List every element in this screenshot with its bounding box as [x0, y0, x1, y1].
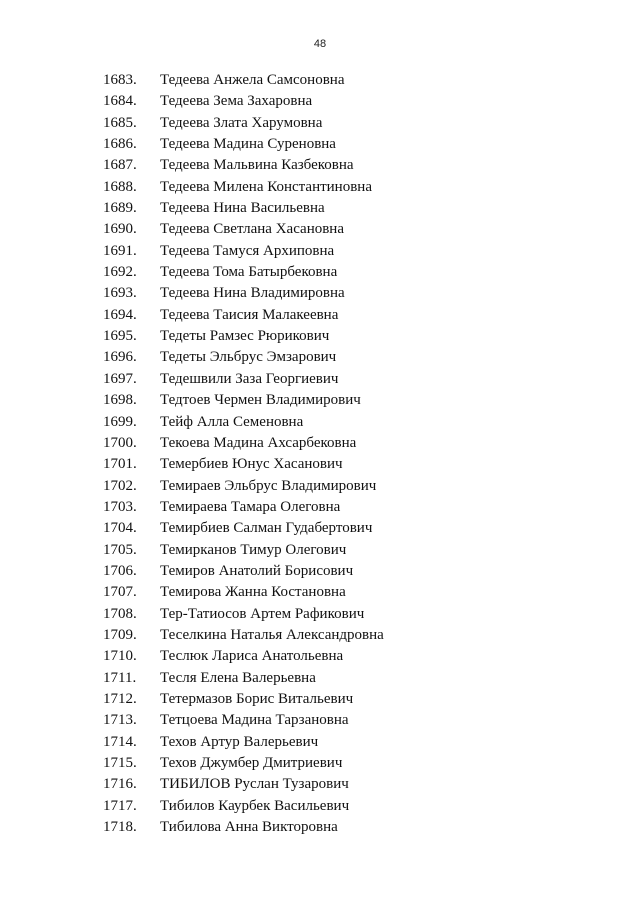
list-item — [0, 753, 640, 774]
entry-name: Тедеева Нина Васильевна — [160, 200, 325, 217]
entry-number: 1711. — [103, 669, 137, 686]
entry-name: Тедеева Нина Владимировна — [160, 285, 345, 302]
entry-number: 1688. — [103, 178, 137, 195]
entry-number: 1685. — [103, 114, 137, 131]
entry-number: 1702. — [103, 477, 137, 494]
list-item — [0, 497, 640, 518]
entry-number: 1691. — [103, 242, 137, 259]
entry-number: 1705. — [103, 541, 137, 558]
list-item — [0, 668, 640, 689]
list-item — [0, 476, 640, 497]
entry-name: Темиров Анатолий Борисович — [160, 562, 354, 579]
entry-number: 1697. — [103, 370, 137, 387]
entry-name: Тейф Алла Семеновна — [160, 413, 304, 430]
entry-number: 1699. — [103, 413, 137, 430]
entry-name: Темирова Жанна Костановна — [160, 584, 346, 601]
list-item — [0, 540, 640, 561]
entry-name: Тедеева Тамуся Архиповна — [160, 242, 335, 259]
list-item — [0, 155, 640, 176]
entry-number: 1694. — [103, 306, 137, 323]
list-item — [0, 774, 640, 795]
list-item — [0, 198, 640, 219]
list-item — [0, 177, 640, 198]
entry-number: 1689. — [103, 200, 137, 217]
list-item — [0, 305, 640, 326]
entry-number: 1713. — [103, 712, 137, 729]
entry-name: Тетцоева Мадина Тарзановна — [160, 712, 349, 729]
list-item — [0, 582, 640, 603]
entry-name: Тедеева Светлана Хасановна — [160, 221, 344, 238]
entry-name: Теселкина Наталья Александровна — [160, 626, 384, 643]
entry-number: 1704. — [103, 520, 137, 537]
entry-name: Тедеева Мальвина Казбековна — [160, 157, 354, 174]
entry-number: 1715. — [103, 755, 137, 771]
list-item — [0, 604, 640, 625]
entry-number: 1707. — [103, 584, 137, 601]
entry-number: 1683. — [103, 72, 137, 88]
list-item — [0, 646, 640, 667]
entry-number: 1692. — [103, 264, 137, 281]
list-item — [0, 732, 640, 753]
entry-name: Тедеева Тома Батырбековна — [160, 264, 338, 281]
entry-number: 1700. — [103, 434, 137, 451]
entry-name: ТИБИЛОВ Руслан Тузарович — [160, 776, 349, 793]
entry-name: Темираева Тамара Олеговна — [160, 498, 341, 515]
list-item — [0, 689, 640, 710]
entry-number: 1717. — [103, 797, 137, 814]
entry-number: 1686. — [103, 136, 137, 153]
list-item — [0, 817, 640, 838]
name-list — [0, 70, 640, 838]
entry-name: Темирканов Тимур Олегович — [160, 541, 347, 558]
entry-number: 1684. — [103, 93, 137, 110]
entry-number: 1698. — [103, 392, 137, 409]
entry-name: Тетермазов Борис Витальевич — [160, 690, 354, 707]
entry-name: Темираев Эльбрус Владимирович — [160, 477, 377, 494]
entry-name: Темирбиев Салман Гудабертович — [160, 520, 373, 537]
list-item — [0, 561, 640, 582]
entry-number: 1708. — [103, 605, 137, 622]
entry-number: 1703. — [103, 498, 137, 515]
entry-name: Техов Джумбер Дмитриевич — [160, 755, 343, 771]
entry-number: 1693. — [103, 285, 137, 302]
entry-name: Тедеева Милена Константиновна — [160, 178, 372, 195]
entry-name: Тедеева Таисия Малакеевна — [160, 306, 339, 323]
entry-name: Техов Артур Валерьевич — [160, 733, 319, 750]
entry-name: Тедтоев Чермен Владимирович — [160, 392, 361, 409]
list-item — [0, 241, 640, 262]
list-item — [0, 134, 640, 155]
page-number: 48 — [313, 38, 327, 50]
list-item — [0, 113, 640, 134]
list-item — [0, 518, 640, 539]
entry-name: Теслюк Лариса Анатольевна — [160, 648, 344, 665]
list-item — [0, 710, 640, 731]
entry-name: Тедеева Зема Захаровна — [160, 93, 313, 110]
list-item — [0, 412, 640, 433]
list-item — [0, 219, 640, 240]
entry-number: 1714. — [103, 733, 137, 750]
entry-name: Тибилов Каурбек Васильевич — [160, 797, 350, 814]
entry-number: 1701. — [103, 456, 137, 473]
entry-name: Тесля Елена Валерьевна — [160, 669, 316, 686]
entry-name: Темербиев Юнус Хасанович — [160, 456, 343, 473]
entry-number: 1709. — [103, 626, 137, 643]
entry-number: 1696. — [103, 349, 137, 366]
entry-name: Текоева Мадина Ахсарбековна — [160, 434, 357, 451]
list-item — [0, 390, 640, 411]
entry-number: 1695. — [103, 328, 137, 345]
entry-number: 1690. — [103, 221, 137, 238]
entry-number: 1687. — [103, 157, 137, 174]
list-item — [0, 347, 640, 368]
entry-name: Тер-Татиосов Артем Рафикович — [160, 605, 365, 622]
entry-name: Тедешвили Заза Георгиевич — [160, 370, 339, 387]
list-item — [0, 454, 640, 475]
entry-number: 1718. — [103, 819, 137, 836]
entry-name: Тедеева Злата Харумовна — [160, 114, 323, 131]
list-item — [0, 91, 640, 112]
list-item — [0, 262, 640, 283]
list-item — [0, 433, 640, 454]
list-item — [0, 326, 640, 347]
list-item — [0, 369, 640, 390]
list-item — [0, 70, 640, 91]
entry-number: 1706. — [103, 562, 137, 579]
entry-name: Тедеты Эльбрус Эмзарович — [160, 349, 337, 366]
entry-number: 1716. — [103, 776, 137, 793]
entry-name: Тедеева Мадина Суреновна — [160, 136, 336, 153]
list-item — [0, 625, 640, 646]
entry-name: Тедеты Рамзес Рюрикович — [160, 328, 330, 345]
entry-name: Тедеева Анжела Самсоновна — [160, 72, 345, 88]
entry-number: 1710. — [103, 648, 137, 665]
entry-name: Тибилова Анна Викторовна — [160, 819, 338, 836]
entry-number: 1712. — [103, 690, 137, 707]
list-item — [0, 283, 640, 304]
list-item — [0, 796, 640, 817]
